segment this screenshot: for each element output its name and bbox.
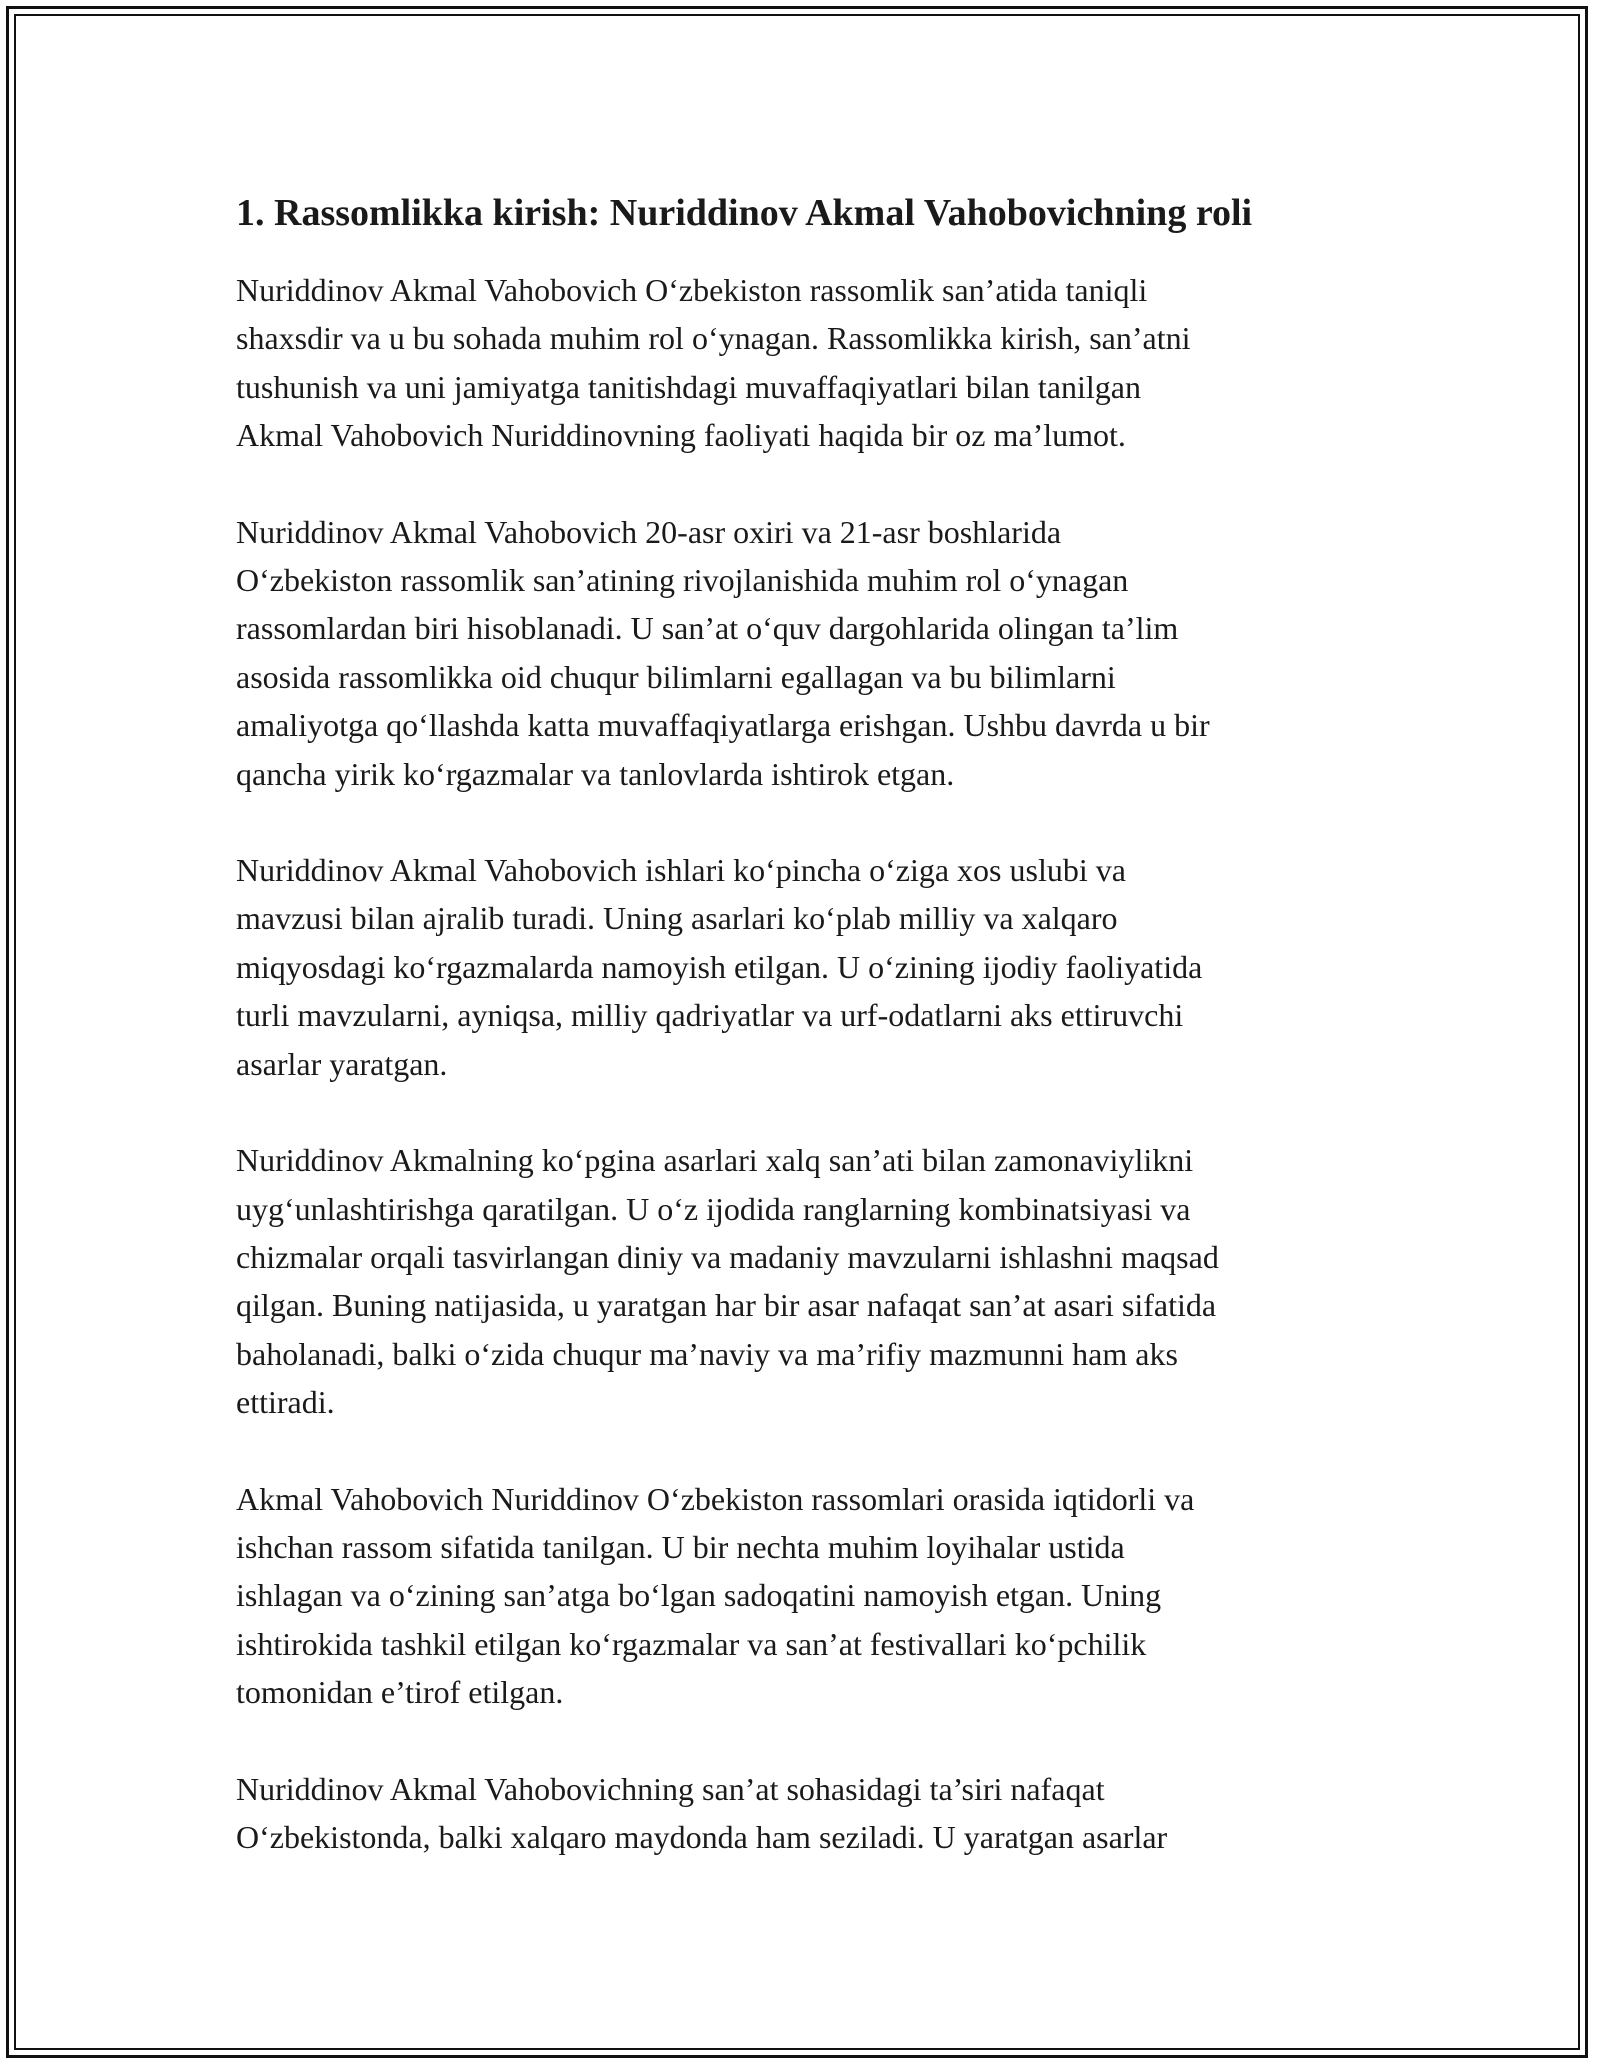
- text-line: Akmal Vahobovich Nuriddinovning faoliyati haqida bir oz ma’lumot.: [236, 417, 1126, 454]
- text-line: chizmalar orqali tasvirlangan diniy va madaniy mavzularni ishlashni maqsad: [236, 1238, 1219, 1275]
- text-line: asarlar yaratgan.: [236, 1045, 448, 1082]
- text-line: rassomlardan biri hisoblanadi. U san’at o‘quv dargohlarida olingan ta’lim: [236, 610, 1179, 647]
- text-line: Nuriddinov Akmal Vahobovich ishlari ko‘pincha o‘ziga xos uslubi va: [236, 852, 1126, 889]
- text-line: qancha yirik ko‘rgazmalar va tanlovlarda ishtirok etgan.: [236, 755, 955, 792]
- text-line: ettiradi.: [236, 1384, 335, 1421]
- text-line: tomonidan e’tirof etilgan.: [236, 1674, 564, 1711]
- text-line: ishtirokida tashkil etilgan ko‘rgazmalar va san’at festivallari ko‘pchilik: [236, 1625, 1147, 1662]
- paragraph-2: [236, 508, 1366, 798]
- text-line: turli mavzularni, ayniqsa, milliy qadriyatlar va urf-odatlarni aks ettiruvchi: [236, 997, 1184, 1034]
- document-body: [236, 186, 1366, 1909]
- text-line: uyg‘unlashtirishga qaratilgan. U o‘z ijodida ranglarning kombinatsiyasi va: [236, 1190, 1191, 1227]
- text-line: Nuriddinov Akmalning ko‘pgina asarlari xalq san’ati bilan zamonaviylikni: [236, 1142, 1194, 1179]
- text-line: O‘zbekiston rassomlik san’atining rivojlanishida muhim rol o‘ynagan: [236, 562, 1129, 599]
- paragraph-3: [236, 846, 1366, 1088]
- text-line: Nuriddinov Akmal Vahobovich 20-asr oxiri va 21-asr boshlarida: [236, 513, 1062, 550]
- text-line: qilgan. Buning natijasida, u yaratgan har bir asar nafaqat san’at asari sifatida: [236, 1287, 1217, 1324]
- text-line: O‘zbekistonda, balki xalqaro maydonda ham seziladi. U yaratgan asarlar: [236, 1818, 1168, 1855]
- text-line: Nuriddinov Akmal Vahobovich O‘zbekiston rassomlik san’atida taniqli: [236, 272, 1148, 308]
- text-line: Nuriddinov Akmal Vahobovichning san’at sohasidagi ta’siri nafaqat: [236, 1770, 1105, 1807]
- paragraph-5: [236, 1475, 1366, 1717]
- text-line: shaxsdir va u bu sohada muhim rol o‘ynagan. Rassomlikka kirish, san’atni: [236, 320, 1191, 357]
- text-line: ishchan rassom sifatida tanilgan. U bir nechta muhim loyihalar ustida: [236, 1528, 1125, 1565]
- text-line: ishlagan va o‘zining san’atga bo‘lgan sadoqatini namoyish etgan. Uning: [236, 1577, 1162, 1614]
- text-line: tushunish va uni jamiyatga tanitishdagi muvaffaqiyatlari bilan tanilgan: [236, 368, 1141, 405]
- text-line: miqyosdagi ko‘rgazmalarda namoyish etilgan. U o‘zining ijodiy faoliyatida: [236, 948, 1203, 985]
- text-line: amaliyotga qo‘llashda katta muvaffaqiyatlarga erishgan. Ushbu davrda u bir: [236, 707, 1210, 744]
- text-line: asosida rassomlikka oid chuqur bilimlarni egallagan va bu bilimlarni: [236, 658, 1116, 695]
- text-line: mavzusi bilan ajralib turadi. Uning asarlari ko‘plab milliy va xalqaro: [236, 900, 1118, 937]
- text-line: Akmal Vahobovich Nuriddinov O‘zbekiston rassomlari orasida iqtidorli va: [236, 1480, 1195, 1517]
- paragraph-6: [236, 1765, 1366, 1862]
- paragraph-4: [236, 1136, 1366, 1426]
- paragraph-1: [236, 266, 1366, 460]
- section-heading: 1. Rassomlikka kirish: Nuriddinov Akmal Vahobovichning roli: [236, 192, 1253, 234]
- text-line: baholanadi, balki o‘zida chuqur ma’naviy va ma’rifiy mazmunni ham aks: [236, 1335, 1178, 1372]
